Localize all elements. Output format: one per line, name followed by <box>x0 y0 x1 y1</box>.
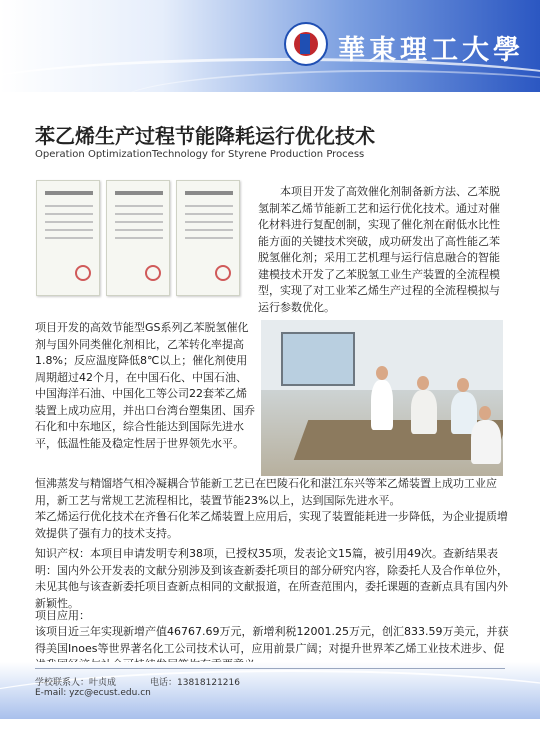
application-heading: 项目应用： <box>35 609 90 622</box>
catalyst-paragraph: 项目开发的高效节能型GS系列乙苯脱氢催化剂与国外同类催化剂相比，乙苯转化率提高1.8%；反应温度降低8℃以上；催化剂使用周期超过42个月，在中国石化、中国石油、中国海洋石油、中国化工等公司22套苯乙烯装置上成功应用，并出口台湾台塑集团、国乔石化和中东地区，综合性能达到国际先进水平，低温性能及稳定性居于世界领先水平。 <box>35 321 255 450</box>
header-banner <box>0 0 540 92</box>
page-title: 苯乙烯生产过程节能降耗运行优化技术 <box>35 124 375 148</box>
intro-paragraph: 本项目开发了高效催化剂制备新方法、乙苯脱氢制苯乙烯节能新工艺和运行优化技术。通过对催化材料进行复配创制，实现了催化剂在耐低水比性能方面的关键技术突破，成功研发出了高性能乙苯脱氢催化剂；采用工艺机理与运行信息融合的智能建模技术开发了乙苯脱氢工业生产装置的全流程模型，实现了对工业苯乙烯生产过程的全流程模拟与运行参数优化。 <box>258 185 500 314</box>
patent-certificates-image <box>36 180 240 298</box>
projection-screen <box>281 332 355 386</box>
meeting-photo <box>261 320 503 476</box>
process-paragraph: 恒沸蒸发与精馏塔气相冷凝耦合节能新工艺已在巴陵石化和湛江东兴等苯乙烯装置上成功工业应用，新工艺与常规工艺流程相比，装置节能23%以上，达到国际先进水平。 <box>35 477 497 507</box>
contact-phone: 电话：13818121216 <box>150 678 240 688</box>
footer-divider <box>35 668 505 669</box>
contact-person: 学校联系人：叶贞成 <box>35 678 117 688</box>
certificate-2 <box>106 180 170 296</box>
optimization-paragraph: 苯乙烯运行优化技术在齐鲁石化苯乙烯装置上应用后，实现了装置能耗进一步降低，为企业提质增效提供了强有力的技术支持。 <box>35 510 508 540</box>
application-paragraph: 该项目近三年实现新增产值46767.69万元，新增利税12001.25万元，创汇833.59万美元，并获得美国Inoes等世界著名化工公司技术认可，应用前景广阔；对提升世界苯乙烯工业技术进步、促 <box>35 625 509 655</box>
contact-email[interactable]: E-mail: yzc@ecust.edu.cn <box>35 688 151 698</box>
page-subtitle: Operation OptimizationTechnology for Styrene Production Process <box>35 149 365 160</box>
logo-emblem-bar <box>300 34 310 54</box>
ip-paragraph: 知识产权：本项目申请发明专利38项，已授权35项，发表论文15篇，被引用49次。查新结果表明：国内外公开发表的文献分别涉及到该查新委托项目的部分研究内容，除委托人及合作单位外，未见其他与该查新委托项目查新点相同的文献报道，在所查范围内，委托课题的查新点具有国内外新颖性。 <box>35 547 508 610</box>
university-logo <box>284 22 328 66</box>
university-name: 華東理工大學 <box>338 35 524 66</box>
certificate-3 <box>176 180 240 296</box>
certificate-1 <box>36 180 100 296</box>
